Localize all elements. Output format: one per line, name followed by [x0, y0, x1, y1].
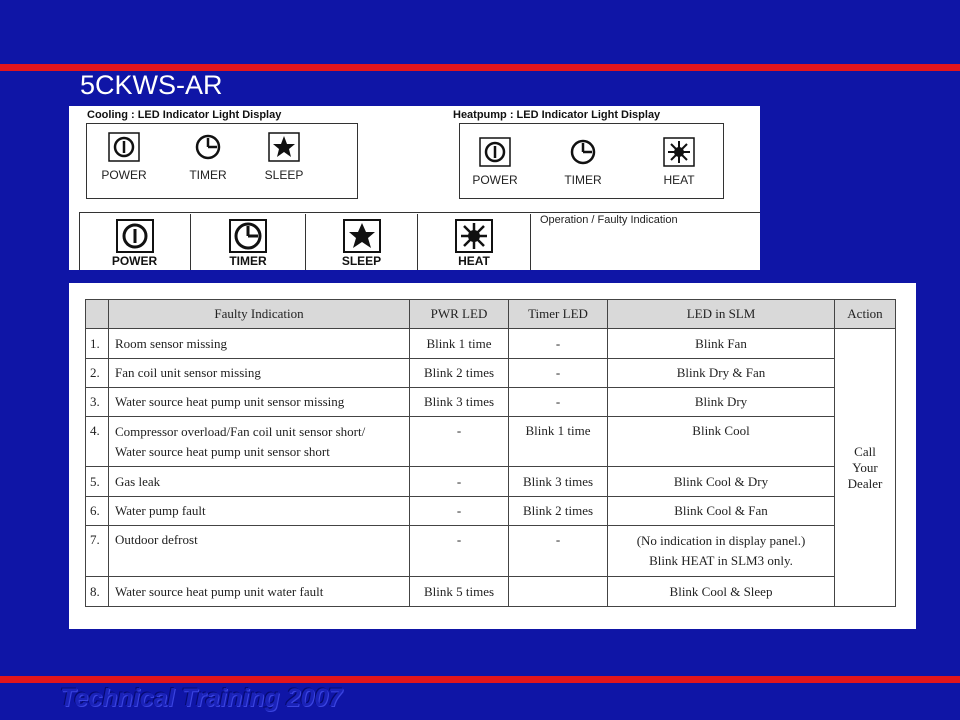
cooling-led-box: [86, 123, 358, 199]
timer-led-cell: -: [509, 329, 608, 359]
fault-cell: Fan coil unit sensor missing: [109, 359, 410, 388]
action-line-1: Call Your: [852, 443, 878, 475]
slm-led-cell: Blink Fan: [608, 329, 835, 359]
cooling-power-label: POWER: [101, 168, 147, 182]
fault-cell: Water pump fault: [109, 497, 410, 526]
header-action: Action: [835, 300, 896, 329]
table-row: [86, 359, 896, 388]
fault-cell: [109, 417, 410, 467]
fault-cell: Room sensor missing: [109, 329, 410, 359]
big-sleep-cell: [306, 214, 418, 270]
power-icon: [108, 132, 140, 162]
timer-icon: [192, 132, 224, 162]
fault-cell: Outdoor defrost: [109, 526, 410, 577]
fault-cell: Water source heat pump unit water fault: [109, 577, 410, 607]
header-led-in-slm: LED in SLM: [608, 300, 835, 329]
pwr-led-cell: Blink 2 times: [410, 359, 509, 388]
big-timer-label: TIMER: [229, 254, 267, 268]
heatpump-heat-label: HEAT: [663, 173, 695, 187]
cooling-sleep-item: [249, 132, 319, 182]
fault-cell: Water source heat pump unit sensor missing: [109, 388, 410, 417]
heatpump-led-box: [459, 123, 724, 199]
timer-led-cell: [509, 577, 608, 607]
slm-line-1: (No indication in display panel.): [636, 533, 806, 548]
timer-led-cell: -: [509, 526, 608, 577]
header-pwr-led: PWR LED: [410, 300, 509, 329]
pwr-led-cell: -: [410, 526, 509, 577]
table-row: [86, 388, 896, 417]
operation-label: Operation / Faulty Indication: [540, 214, 678, 226]
table-row: [86, 526, 896, 577]
heatpump-timer-label: TIMER: [564, 173, 602, 187]
table-row: [86, 329, 896, 359]
timer-led-cell: Blink 2 times: [509, 497, 608, 526]
heatpump-timer-item: [548, 137, 618, 187]
power-icon: [116, 219, 154, 253]
row-number: 7.: [86, 526, 109, 577]
slm-led-cell: Blink Cool & Sleep: [608, 577, 835, 607]
heatpump-heat-item: [644, 137, 714, 187]
slide-title: 5CKWS-AR: [80, 70, 223, 100]
row-number: 4.: [86, 417, 109, 467]
slm-line-2: Blink HEAT in SLM3 only.: [649, 553, 793, 568]
timer-led-cell: Blink 3 times: [509, 467, 608, 497]
sun-icon: [455, 219, 493, 253]
timer-led-cell: -: [509, 359, 608, 388]
slm-led-cell: [608, 526, 835, 577]
fault-line-1: Compressor overload/Fan coil unit sensor short/: [115, 424, 366, 439]
big-timer-cell: [191, 214, 306, 270]
header-faulty-indication: Faulty Indication: [109, 300, 410, 329]
table-row: [86, 417, 896, 467]
power-icon: [479, 137, 511, 167]
cooling-timer-label: TIMER: [189, 168, 227, 182]
star-icon: [343, 219, 381, 253]
fault-table-panel: [69, 283, 916, 629]
slm-led-cell: Blink Cool & Dry: [608, 467, 835, 497]
big-power-label: POWER: [111, 254, 158, 268]
table-row: [86, 577, 896, 607]
cooling-power-item: [89, 132, 159, 182]
table-header-row: [86, 300, 896, 329]
pwr-led-cell: Blink 5 times: [410, 577, 509, 607]
slm-led-cell: Blink Dry: [608, 388, 835, 417]
big-heat-cell: [418, 214, 531, 270]
cooling-sleep-label: SLEEP: [264, 168, 304, 182]
bottom-red-bar: [0, 676, 960, 683]
cooling-timer-item: [173, 132, 243, 182]
timer-led-cell: Blink 1 time: [509, 417, 608, 467]
big-sleep-label: SLEEP: [341, 254, 382, 268]
row-number: 6.: [86, 497, 109, 526]
timer-icon: [229, 219, 267, 253]
slm-led-cell: Blink Cool: [608, 417, 835, 467]
row-number: 3.: [86, 388, 109, 417]
pwr-led-cell: -: [410, 417, 509, 467]
strip-top-border: [79, 212, 760, 213]
action-line-2: Dealer: [847, 475, 883, 491]
fault-table: [85, 299, 896, 607]
fault-line-2: Water source heat pump unit sensor short: [115, 444, 330, 459]
row-number: 5.: [86, 467, 109, 497]
big-heat-label: HEAT: [458, 254, 490, 268]
slm-led-cell: Blink Dry & Fan: [608, 359, 835, 388]
sun-icon: [663, 137, 695, 167]
row-number: 8.: [86, 577, 109, 607]
heatpump-panel-title: Heatpump : LED Indicator Light Display: [453, 109, 661, 121]
led-indicator-panel: [69, 106, 760, 270]
timer-led-cell: -: [509, 388, 608, 417]
pwr-led-cell: -: [410, 497, 509, 526]
table-row: [86, 497, 896, 526]
header-number: [86, 300, 109, 329]
big-power-cell: [79, 214, 191, 270]
table-row: [86, 467, 896, 497]
pwr-led-cell: Blink 3 times: [410, 388, 509, 417]
pwr-led-cell: -: [410, 467, 509, 497]
row-number: 2.: [86, 359, 109, 388]
heatpump-power-label: POWER: [472, 173, 518, 187]
cooling-panel-title: Cooling : LED Indicator Light Display: [87, 109, 282, 121]
slm-led-cell: Blink Cool & Fan: [608, 497, 835, 526]
action-cell: [835, 329, 896, 607]
row-number: 1.: [86, 329, 109, 359]
heatpump-power-item: [460, 137, 530, 187]
star-icon: [268, 132, 300, 162]
header-timer-led: Timer LED: [509, 300, 608, 329]
footer-watermark: Technical Training 2007: [60, 684, 343, 712]
pwr-led-cell: Blink 1 time: [410, 329, 509, 359]
fault-cell: Gas leak: [109, 467, 410, 497]
timer-icon: [567, 137, 599, 167]
